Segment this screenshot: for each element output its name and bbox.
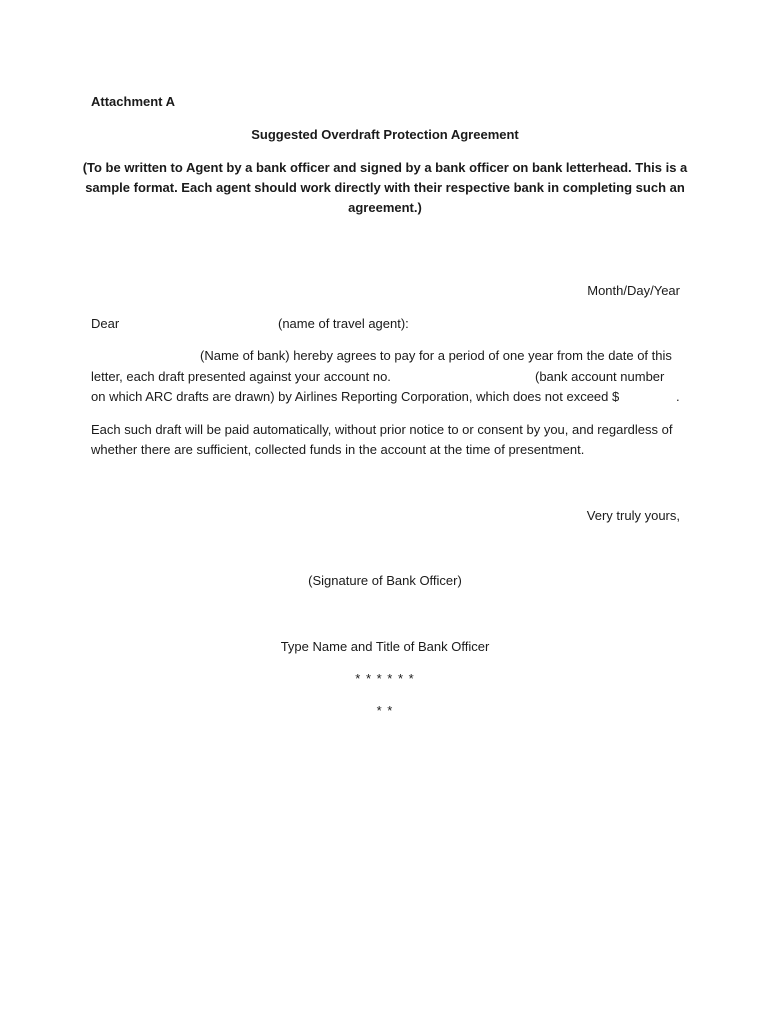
paragraph-1-line-2-left: letter, each draft presented against your account no. <box>91 369 391 384</box>
attachment-label: Attachment A <box>91 94 176 109</box>
instructions-line-1: (To be written to Agent by a bank officer and signed by a bank officer on bank letterhead. This is a <box>82 160 688 175</box>
instructions-line-3: agreement.) <box>348 200 422 215</box>
paragraph-1-line-3: on which ARC drafts are drawn) by Airlines Reporting Corporation, which does not exceed $ <box>91 389 620 404</box>
paragraph-1-line-1: (Name of bank) hereby agrees to pay for a period of one year from the date of this <box>200 348 672 363</box>
agent-name-placeholder: (name of travel agent): <box>278 316 409 331</box>
paragraph-2-line-2: whether there are sufficient, collected funds in the account at the time of presentment. <box>91 442 585 457</box>
instructions-line-2: sample format. Each agent should work directly with their respective bank in completing such an <box>85 180 685 195</box>
paragraph-1-line-3-end: . <box>676 389 680 404</box>
salutation-dear: Dear <box>91 316 120 331</box>
name-title-placeholder: Type Name and Title of Bank Officer <box>280 639 490 654</box>
closing: Very truly yours, <box>586 508 680 523</box>
document-title: Suggested Overdraft Protection Agreement <box>251 127 519 142</box>
paragraph-1-line-2-right: (bank account number <box>535 369 665 384</box>
separator-stars-2: * * <box>376 703 394 718</box>
signature-placeholder: (Signature of Bank Officer) <box>308 573 462 588</box>
date-placeholder: Month/Day/Year <box>587 283 680 298</box>
separator-stars-1: * * * * * * <box>355 671 415 686</box>
paragraph-2-line-1: Each such draft will be paid automatically, without prior notice to or consent by you, and regardless of <box>91 422 673 437</box>
